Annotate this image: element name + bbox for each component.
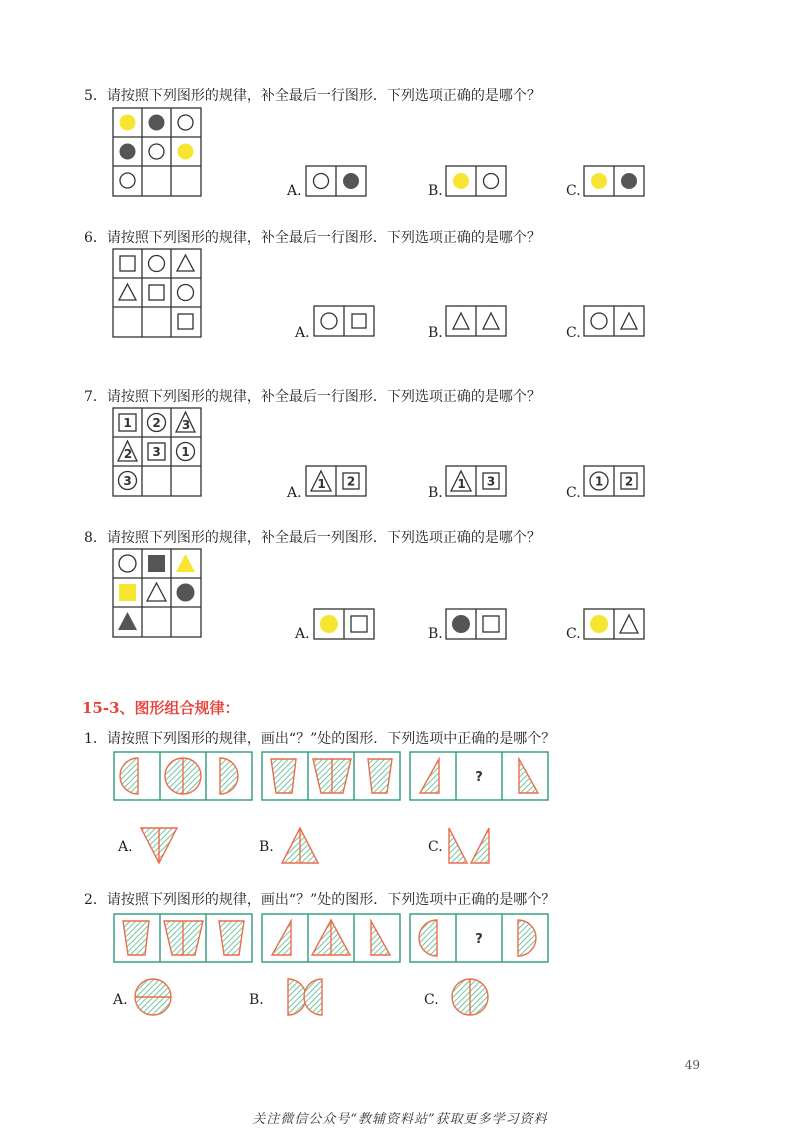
combo-q2-option-b[interactable]: B. (249, 992, 264, 1008)
dark-circle (452, 615, 470, 633)
yellow-circle (320, 615, 338, 633)
q8-option-b-figure[interactable] (446, 609, 508, 641)
question-6-text: 6．请按照下列图形的规律，补全最后一行图形．下列选项正确的是哪个？ (84, 230, 541, 246)
right-semicircle (288, 979, 306, 1015)
number-label: 1 (457, 477, 466, 491)
question-mark: ? (475, 770, 483, 785)
white-circle (120, 173, 135, 188)
white-circle (314, 174, 329, 189)
page-number: 49 (684, 1058, 700, 1072)
white-circle (149, 144, 164, 159)
number-label: 2 (346, 474, 356, 489)
q5-grid (113, 108, 203, 198)
q5-option-b-figure[interactable] (446, 166, 508, 198)
question-5-text: 5．请按照下列图形的规律，补全最后一行图形．下列选项正确的是哪个？ (84, 88, 541, 104)
footer-note: 关注微信公众号“教辅资料站”获取更多学习资料 (252, 1112, 548, 1127)
q7-option-b[interactable]: B. (428, 485, 443, 501)
white-circle (484, 174, 499, 189)
dark-circle (621, 173, 637, 189)
dark-circle (120, 144, 136, 160)
yellow-circle (453, 173, 469, 189)
combo-q1-option-b[interactable]: B. (259, 839, 274, 855)
q5-option-a-figure[interactable] (306, 166, 368, 198)
combo-q1-option-a-figure[interactable] (140, 826, 180, 866)
combo-q1-option-c-figure[interactable] (448, 826, 492, 866)
q8-option-a-figure[interactable] (314, 609, 376, 641)
number-label: 1 (317, 477, 326, 491)
q6-option-a-figure[interactable] (314, 306, 376, 338)
combo-question-1-text: 1．请按照下列图形的规律，画出“？”处的图形．下列选项中正确的是哪个？ (84, 731, 556, 747)
q6-option-c[interactable]: C. (566, 325, 581, 341)
q8-option-a[interactable]: A. (295, 626, 310, 642)
square-shape (352, 314, 366, 328)
q6-option-c-figure[interactable] (584, 306, 646, 338)
yellow-circle (178, 144, 194, 160)
yellow-circle (120, 115, 136, 131)
q5-option-b[interactable]: B. (428, 183, 443, 199)
q7-grid (113, 408, 203, 498)
q6-option-b-figure[interactable] (446, 306, 508, 338)
number-label: 3 (486, 474, 496, 489)
circle-shape (321, 313, 337, 329)
left-trapezoid (271, 759, 296, 793)
number-label: 1 (181, 445, 190, 459)
combo-q1-option-b-figure[interactable] (281, 826, 321, 866)
yellow-circle (591, 173, 607, 189)
right-trapezoid (219, 921, 244, 955)
question-7-text: 7．请按照下列图形的规律，补全最后一行图形．下列选项正确的是哪个？ (84, 389, 541, 405)
white-circle (119, 555, 136, 572)
q7-option-c-figure[interactable] (584, 466, 646, 498)
yellow-circle (590, 615, 608, 633)
yellow-square (119, 584, 136, 601)
q5-option-c-figure[interactable] (584, 166, 646, 198)
q5-option-c[interactable]: C. (566, 183, 581, 199)
number-label: 2 (123, 447, 133, 461)
circle-shape (178, 285, 194, 301)
section-title: 15-3、图形组合规律： (82, 699, 240, 717)
combo-q2-option-c-figure[interactable] (450, 977, 492, 1019)
number-label: 1 (123, 416, 132, 430)
combo-q1-option-c[interactable]: C. (428, 839, 443, 855)
q7-option-b-figure[interactable] (446, 466, 508, 498)
number-label: 1 (594, 474, 604, 489)
q8-grid (113, 549, 203, 639)
q6-option-a[interactable]: A. (295, 325, 310, 341)
dark-circle (343, 173, 359, 189)
q6-option-b[interactable]: B. (428, 325, 443, 341)
circle-shape (591, 313, 607, 329)
q7-option-c[interactable]: C. (566, 485, 581, 501)
square-shape (120, 256, 135, 271)
right-trapezoid (368, 759, 392, 793)
left-semicircle (304, 979, 322, 1015)
number-label: 3 (181, 418, 191, 432)
left-half-triangle (449, 828, 467, 863)
combo-question-2-text: 2．请按照下列图形的规律，画出“？”处的图形．下列选项中正确的是哪个？ (84, 892, 556, 908)
square-shape (178, 314, 193, 329)
right-half-triangle (471, 828, 489, 863)
combo-q2-option-a-figure[interactable] (133, 977, 175, 1019)
left-trapezoid (123, 921, 149, 955)
q8-option-b[interactable]: B. (428, 626, 443, 642)
combo-q1-sequence (114, 752, 554, 804)
combo-q2-option-a[interactable]: A. (113, 992, 128, 1008)
q5-option-a[interactable]: A. (287, 183, 302, 199)
dark-circle (177, 584, 195, 602)
combo-q2-sequence (114, 914, 554, 966)
combo-q2-option-b-figure[interactable] (285, 977, 327, 1019)
number-label: 3 (123, 474, 132, 488)
white-square (483, 616, 499, 632)
number-label: 2 (152, 416, 161, 430)
white-square (351, 616, 367, 632)
square-shape (149, 285, 164, 300)
q7-option-a[interactable]: A. (287, 485, 302, 501)
q6-grid (113, 249, 203, 339)
q8-option-c-figure[interactable] (584, 609, 646, 641)
question-8-text: 8．请按照下列图形的规律，补全最后一列图形．下列选项正确的是哪个？ (84, 530, 541, 546)
question-mark: ? (475, 932, 483, 947)
q8-option-c[interactable]: C. (566, 626, 581, 642)
circle-shape (149, 256, 165, 272)
combo-q2-option-c[interactable]: C. (424, 992, 439, 1008)
number-label: 2 (624, 474, 634, 489)
dark-square (148, 555, 165, 572)
number-label: 3 (152, 445, 161, 459)
combo-q1-option-a[interactable]: A. (118, 839, 133, 855)
white-circle (178, 115, 193, 130)
dark-circle (149, 115, 165, 131)
q7-option-a-figure[interactable] (306, 466, 368, 498)
